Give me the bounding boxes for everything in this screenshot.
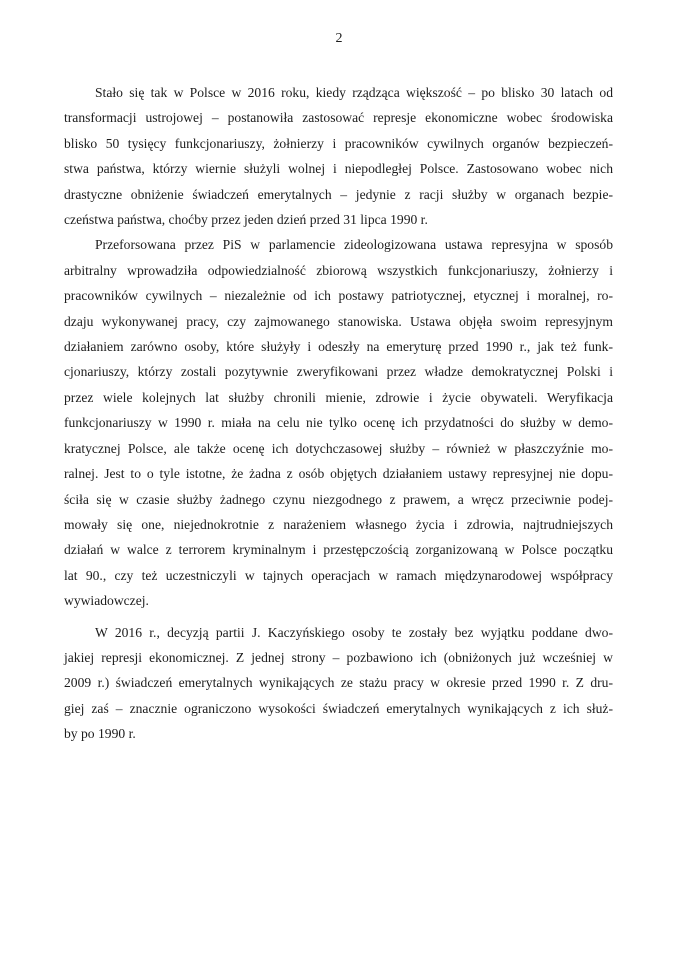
text-line: pracowników cywilnych – niezależnie od ich postawy patriotycznej, etycznej i moralnej, ro-	[64, 288, 613, 304]
text-line: 2009 r.) świadczeń emerytalnych wynikających ze stażu pracy w okresie przed 1990 r. Z dru-	[64, 675, 613, 691]
text-line: wywiadowczej.	[64, 593, 149, 609]
text-line: jakiej represji ekonomicznej. Z jednej strony – pozbawiono ich (obniżonych już wcześniej w	[64, 649, 613, 665]
text-line: transformacji ustrojowej – postanowiła zastosować represje ekonomiczne wobec środowiska	[64, 110, 613, 126]
text-line: Przeforsowana przez PiS w parlamencie zideologizowana ustawa represyjna w sposób	[95, 237, 613, 253]
text-line: czeństwa państwa, choćby przez jeden dzień przed 31 lipca 1990 r.	[64, 212, 428, 228]
document-body	[64, 80, 613, 747]
text-line: cjonariuszy, którzy zostali pozytywnie zweryfikowani przez władze demokratycznej Polski i	[64, 364, 613, 380]
text-line: mowały się one, niejednokrotnie z narażeniem własnego życia i zdrowia, najtrudniejszych	[64, 516, 613, 532]
paragraph	[64, 620, 613, 747]
page-number: 2	[335, 31, 343, 46]
text-line: działań w walce z terrorem kryminalnym i przestępczością zorganizowaną w Polsce początku	[64, 542, 613, 558]
text-line: dzaju wykonywanej pracy, czy zajmowanego stanowiska. Ustawa objęła swoim represyjnym	[64, 313, 613, 329]
text-line: funkcjonariuszy w 1990 r. miała na celu nie tylko ocenę ich przydatności do służby w demo-	[64, 415, 613, 431]
text-line: działaniem zarówno osoby, które służyły i odeszły na emeryturę przed 1990 r., jak też funk-	[64, 339, 613, 355]
text-line: kratycznej Polsce, ale także ocenę ich dotychczasowej służby – również w płaszczyźnie mo-	[64, 440, 613, 456]
text-line: arbitralny wprowadziła odpowiedzialność zbiorową wszystkich funkcjonariuszy, żołnierzy i	[64, 262, 613, 278]
paragraph	[64, 232, 613, 613]
text-line: ralnej. Jest to o tyle istotne, że żadna z osób objętych działaniem ustawy represyjnej nie dopu-	[64, 466, 613, 482]
text-line: drastyczne obniżenie świadczeń emerytalnych – jedynie z racji służby w organach bezpie-	[64, 186, 613, 202]
text-line: W 2016 r., decyzją partii J. Kaczyńskiego osoby te zostały bez wyjątku poddane dwo-	[95, 624, 613, 640]
paragraph	[64, 80, 613, 232]
text-line: stwa państwa, którzy wiernie służyli wolnej i niepodległej Polsce. Zastosowano wobec nich	[64, 161, 613, 177]
text-line: lat 90., czy też uczestniczyli w tajnych operacjach w ramach międzynarodowej współpracy	[64, 567, 613, 583]
text-line: blisko 50 tysięcy funkcjonariuszy, żołnierzy i pracowników cywilnych organów bezpieczeń-	[64, 135, 613, 151]
text-line: przez wiele kolejnych lat służby chronili mienie, zdrowie i życie obywateli. Weryfikacja	[64, 389, 613, 405]
text-line: Stało się tak w Polsce w 2016 roku, kiedy rządząca większość – po blisko 30 latach od	[95, 85, 613, 100]
text-line: giej zaś – znacznie ograniczono wysokości świadczeń emerytalnych wynikających z ich służ-	[64, 700, 613, 716]
text-line: ściła się w czasie służby żadnego czynu niezgodnego z prawem, a wręcz przeciwnie podej-	[64, 491, 613, 507]
text-line: by po 1990 r.	[64, 726, 136, 742]
